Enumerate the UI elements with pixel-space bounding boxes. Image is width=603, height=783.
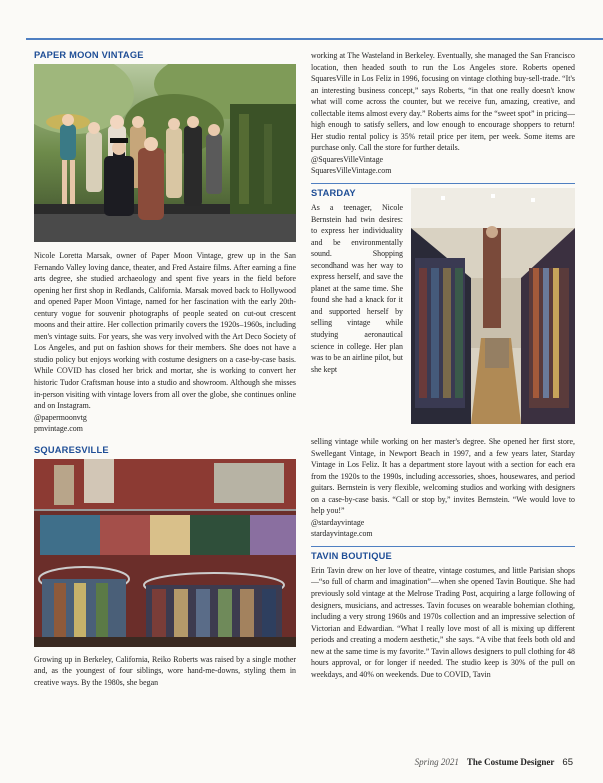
squaresville-heading: SQUARESVILLE	[34, 444, 109, 455]
costumed-group-image	[34, 64, 296, 242]
squaresville-photo	[34, 459, 296, 647]
right-column	[311, 50, 575, 750]
store-interior-image	[411, 188, 575, 424]
paper-moon-photo	[34, 64, 296, 242]
squaresville-body-right: working at The Wasteland in Berkeley. Eventually, she managed the San Francisco location, then headed south to run the Los Angeles store. Roberts opened SquaresVille in Los Feliz in 1996, focusing on vintage clothing buy-sell-trade. “It's an interesting business concept,” says Roberts, “in that one really doesn't know what will come across the counter, but we receive fun, amazing, creative, and collectable items almost every day.” Roberts aims for the “sweet spot” in pricing—high enough to satisfy sellers, and low enough to encourage shoppers to return! Her studio rental policy is 35% retail price per item, per week. Some items are purchase only. Call the store for further details.	[311, 51, 575, 153]
squaresville-body-left: Growing up in Berkeley, California, Reiko Roberts was raised by a single mother and, as the youngest of four siblings, wore hand-me-downs, styling them in creative ways. By the 1980s, she began	[34, 654, 296, 687]
tavin-body: Erin Tavin drew on her love of theatre, vintage costumes, and little Parisian shops—“so full of charm and imagination”—when she opened Tavin Boutique. She had previously sold vintage at the Melrose Trading Post, acquiring a large following of designers, musicians, and actresses. Tavin focuses on wearable bohemian clothing, including a very strong 1960s and 1970s collection and an impressive selection of Victorian and Edwardian. “What I really love most of all is mixing up different periods and creating a modern aesthetic,” she says. “A vibe that feels both old and new at the same time is my favorite.” Tavin allows designers to pull clothing for 48 hours approval, or for longer if needed. The studio keep is 30% of the pull on weekdays, and 40% on weekends. Due to COVID, Tavin	[311, 565, 575, 679]
paper-moon-heading: PAPER MOON VINTAGE	[34, 50, 144, 60]
paper-moon-website[interactable]: pmvintage.com	[34, 424, 83, 434]
clothing-racks-image	[34, 459, 296, 647]
tavin-rule	[311, 546, 575, 547]
left-column	[34, 50, 296, 750]
top-rule	[26, 38, 603, 40]
tavin-heading: TAVIN BOUTIQUE	[311, 550, 392, 561]
paper-moon-body: Nicole Loretta Marsak, owner of Paper Moon Vintage, grew up in the San Fernando Valley loving dance, theater, and Fred Astaire films. After earning a fine arts degree, she studied archaeology and spent five years in the field before opening her first shop in Redlands, California. Marsak moved back to Hollywood and opened Paper Moon Vintage, named for her fascination with the early 20th-century vogue for souvenir photographs of people seated on cut-out crescent moons and their attire. Her collection primarily covers the 1920s–1960s, including men's vintage suits. For years, she was very involved with the Art Deco Society of Los Angeles, and put on fashion shows for their members. She does not have a studio policy but enjoys working with costume designers on a case-by-case basis. While COVID has closed her brick and mortar, she is working to convert her historic Tudor Craftsman house into a studio and showroom. Although she misses in-person visiting with vintage lovers from all over the globe, she continues online and on Instagram.	[34, 251, 296, 411]
starday-rule	[311, 183, 575, 184]
page-footer	[415, 757, 573, 768]
starday-website[interactable]: stardayvintage.com	[311, 529, 373, 539]
starday-instagram[interactable]: @stardayvintage	[311, 517, 365, 527]
starday-body-narrow: As a teenager, Nicole Bernstein had twin desires: to express her individuality and be environmentally sound. Shopping secondhand was her way to express herself, and save the planet at the same time. She found she had a knack for it and supported herself by selling vintage while studying aeronautical science in college. Her plan was to be an airline pilot, but she kept	[311, 203, 403, 374]
starday-wrap	[311, 202, 575, 436]
paper-moon-instagram[interactable]: @papermoonvtg	[34, 412, 87, 422]
squaresville-website[interactable]: SquaresVilleVintage.com	[311, 166, 392, 176]
issue-date: Spring 2021	[414, 757, 459, 767]
squaresville-instagram[interactable]: @SquaresVilleVintage	[311, 154, 384, 164]
starday-photo	[411, 188, 575, 424]
starday-body-wide: selling vintage while working on her master's degree. She opened her first store, Swellegant Vintage, in Newport Beach in 1997, and a few years later, Starday Vintage in Los Feliz. It has a department store layout with a section for each era from the 1920s to the 1990s, including accessories, shoes, housewares, and period guitars. Bernstein is very flexible, welcoming studios and working with designers on a case-by-case basis. “Call or stop by,” invites Bernstein. “We would love to help you!”	[311, 437, 575, 516]
magazine-title: The Costume Designer	[466, 757, 555, 767]
starday-heading: STARDAY	[311, 188, 356, 199]
page-number: 65	[562, 757, 573, 768]
